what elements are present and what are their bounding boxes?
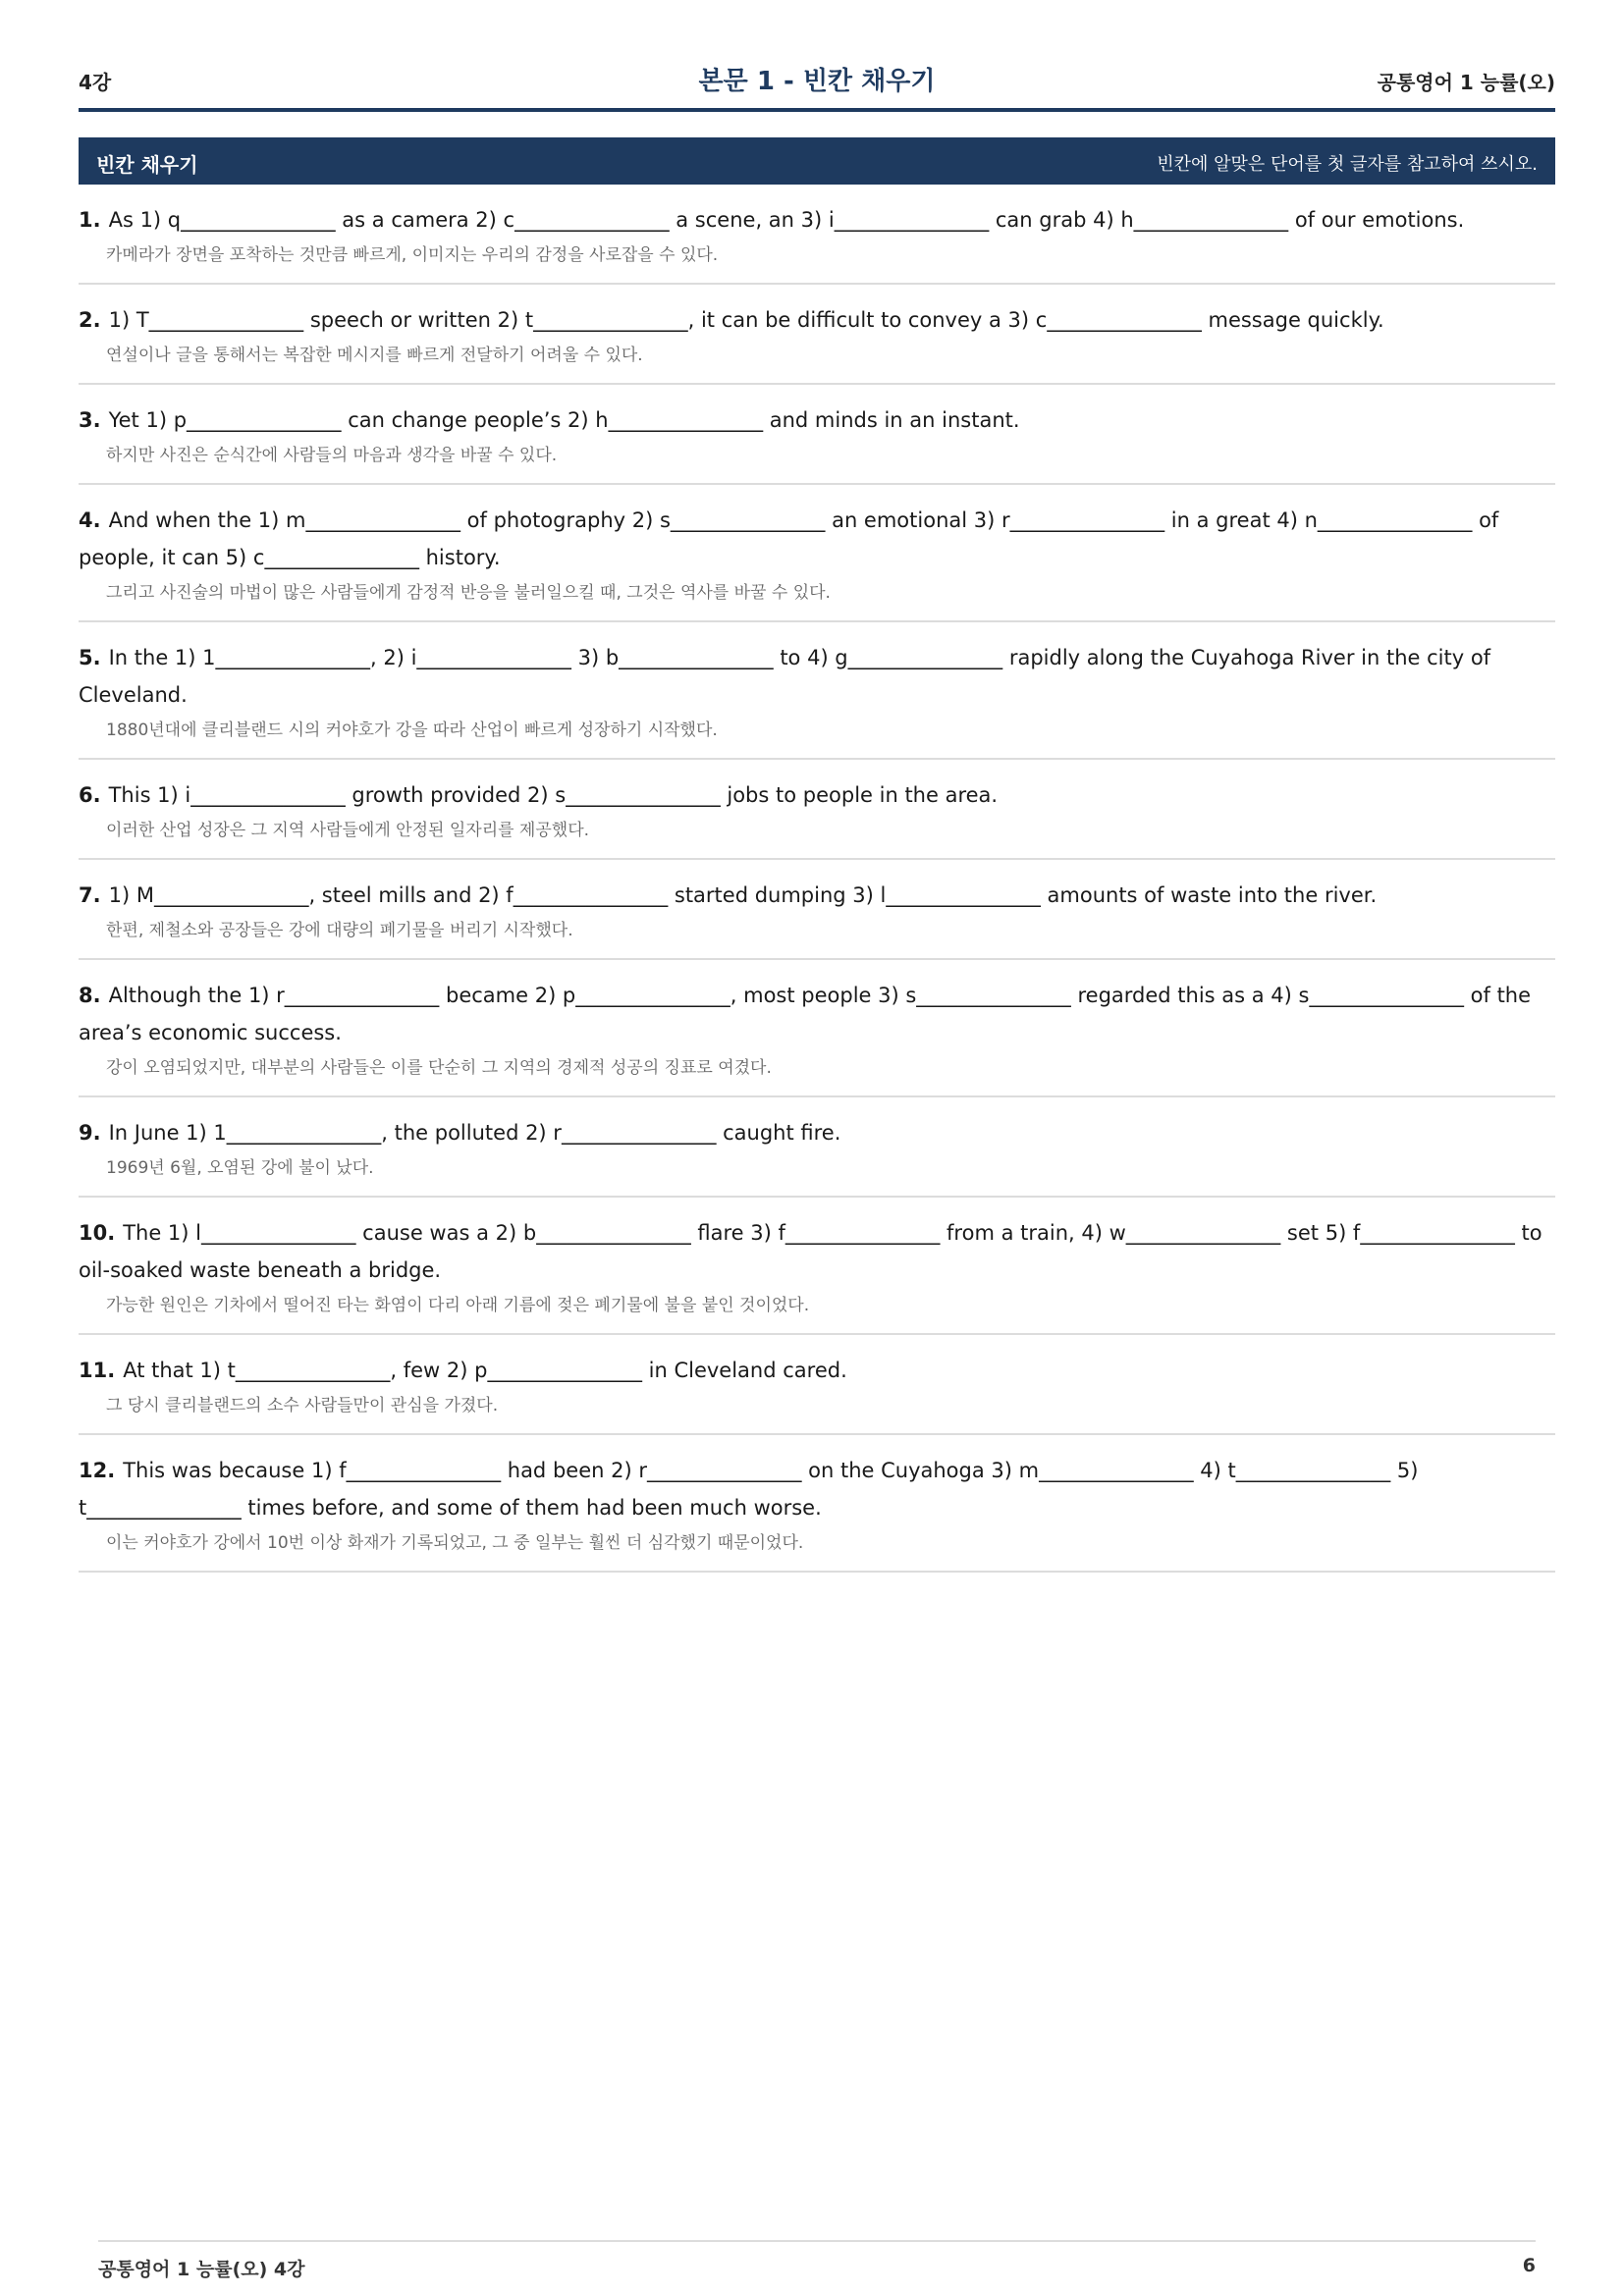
question-english <box>79 201 1555 239</box>
question-text: As 1) q_______________ as a camera 2) c_______________ a scene, an 3) i_______________ can grab 4) h_______________ of our emotions. <box>108 208 1465 232</box>
question-number: 2. <box>79 308 101 332</box>
question-text: 1) M_______________, steel mills and 2) f_______________ started dumping 3) l_______________ amounts of waste into the river. <box>108 883 1378 907</box>
question-text: In June 1) 1_______________, the polluted 2) r_______________ caught fire. <box>108 1121 841 1145</box>
question-translation: 1880년대에 클리블랜드 시의 커야호가 강을 따라 산업이 빠르게 성장하기 시작했다. <box>106 721 718 740</box>
course-label: 공통영어 1 능률(오) <box>1377 71 1555 94</box>
question-translation: 가능한 원인은 기차에서 떨어진 타는 화염이 다리 아래 기름에 젖은 폐기물에 불을 붙인 것이었다. <box>106 1296 810 1315</box>
question-number: 9. <box>79 1121 101 1145</box>
question-item <box>79 1198 1555 1335</box>
question-english <box>79 776 1555 814</box>
question-item <box>79 960 1555 1097</box>
page-title: 본문 1 - 빈칸 채우기 <box>698 67 936 96</box>
question-text: In the 1) 1_______________, 2) i_______________ 3) b_______________ to 4) g_______________ rapidly along the Cuyahoga River in the city of Cleveland. <box>79 646 1491 707</box>
question-number: 1. <box>79 208 101 232</box>
question-item <box>79 1335 1555 1435</box>
question-text: 1) T_______________ speech or written 2) t_______________, it can be difficult to convey a 3) c_______________ message quickly. <box>108 308 1384 332</box>
question-english <box>79 877 1555 914</box>
question-item <box>79 860 1555 960</box>
question-translation: 이는 커야호가 강에서 10번 이상 화재가 기록되었고, 그 중 일부는 훨씬 더 심각했기 때문이었다. <box>106 1533 804 1553</box>
page-number: 6 <box>1522 2255 1536 2276</box>
section-instruction: 빈칸에 알맞은 단어를 첫 글자를 참고하여 쓰시오. <box>1157 154 1538 175</box>
question-english <box>79 1114 1555 1151</box>
question-text: The 1) l_______________ cause was a 2) b_______________ flare 3) f_______________ from a train, 4) w_______________ set 5) f_______________ to oil-soaked waste beneath a bridge. <box>79 1221 1542 1282</box>
question-english <box>79 301 1555 339</box>
question-number: 11. <box>79 1359 116 1382</box>
question-english <box>79 1452 1555 1526</box>
footer-divider <box>98 2240 1536 2242</box>
question-number: 12. <box>79 1459 116 1482</box>
question-translation: 연설이나 글을 통해서는 복잡한 메시지를 빠르게 전달하기 어려울 수 있다. <box>106 346 643 365</box>
question-text: This was because 1) f_______________ had been 2) r_______________ on the Cuyahoga 3) m_______________ 4) t_______________ 5) t_______________ times before, and some of them had been much worse. <box>79 1459 1419 1520</box>
question-list <box>79 185 1555 1573</box>
question-item <box>79 622 1555 760</box>
question-english <box>79 639 1555 714</box>
header-divider <box>79 108 1555 112</box>
question-translation: 1969년 6월, 오염된 강에 불이 났다. <box>106 1158 374 1178</box>
question-translation: 강이 오염되었지만, 대부분의 사람들은 이를 단순히 그 지역의 경제적 성공의 징표로 여겼다. <box>106 1058 772 1078</box>
question-text: At that 1) t_______________, few 2) p_______________ in Cleveland cared. <box>123 1359 847 1382</box>
question-item <box>79 760 1555 860</box>
question-english <box>79 977 1555 1051</box>
question-english <box>79 502 1555 576</box>
question-item <box>79 1097 1555 1198</box>
question-item <box>79 285 1555 385</box>
footer-course-label: 공통영어 1 능률(오) 4강 <box>98 2259 305 2280</box>
question-number: 7. <box>79 883 101 907</box>
question-number: 10. <box>79 1221 116 1245</box>
question-text: This 1) i_______________ growth provided 2) s_______________ jobs to people in the area. <box>108 783 999 807</box>
question-number: 5. <box>79 646 101 669</box>
question-item <box>79 385 1555 485</box>
question-english <box>79 401 1555 439</box>
question-translation: 그 당시 클리블랜드의 소수 사람들만이 관심을 가졌다. <box>106 1396 499 1415</box>
question-translation: 그리고 사진술의 마법이 많은 사람들에게 감정적 반응을 불러일으킬 때, 그것은 역사를 바꿀 수 있다. <box>106 583 831 603</box>
question-item <box>79 1435 1555 1573</box>
question-translation: 한편, 제철소와 공장들은 강에 대량의 폐기물을 버리기 시작했다. <box>106 921 573 940</box>
section-bar <box>79 137 1555 185</box>
question-number: 4. <box>79 508 101 532</box>
question-text: Although the 1) r_______________ became 2) p_______________, most people 3) s_______________ regarded this as a 4) s_______________ of the area’s economic success. <box>79 984 1532 1044</box>
question-english <box>79 1352 1555 1389</box>
question-translation: 하지만 사진은 순식간에 사람들의 마음과 생각을 바꿀 수 있다. <box>106 446 558 465</box>
question-translation: 이러한 산업 성장은 그 지역 사람들에게 안정된 일자리를 제공했다. <box>106 821 590 840</box>
question-translation: 카메라가 장면을 포착하는 것만큼 빠르게, 이미지는 우리의 감정을 사로잡을 수 있다. <box>106 245 719 265</box>
question-text: Yet 1) p_______________ can change people’s 2) h_______________ and minds in an instant. <box>108 408 1020 432</box>
lesson-label: 4강 <box>79 71 112 94</box>
question-english <box>79 1214 1555 1289</box>
question-number: 8. <box>79 984 101 1007</box>
question-text: And when the 1) m_______________ of photography 2) s_______________ an emotional 3) r_______________ in a great 4) n_______________ of people, it can 5) c_______________ history. <box>79 508 1499 569</box>
question-item <box>79 185 1555 285</box>
section-title: 빈칸 채우기 <box>96 153 198 177</box>
page-header <box>79 61 1555 100</box>
question-number: 3. <box>79 408 101 432</box>
question-item <box>79 485 1555 622</box>
question-number: 6. <box>79 783 101 807</box>
